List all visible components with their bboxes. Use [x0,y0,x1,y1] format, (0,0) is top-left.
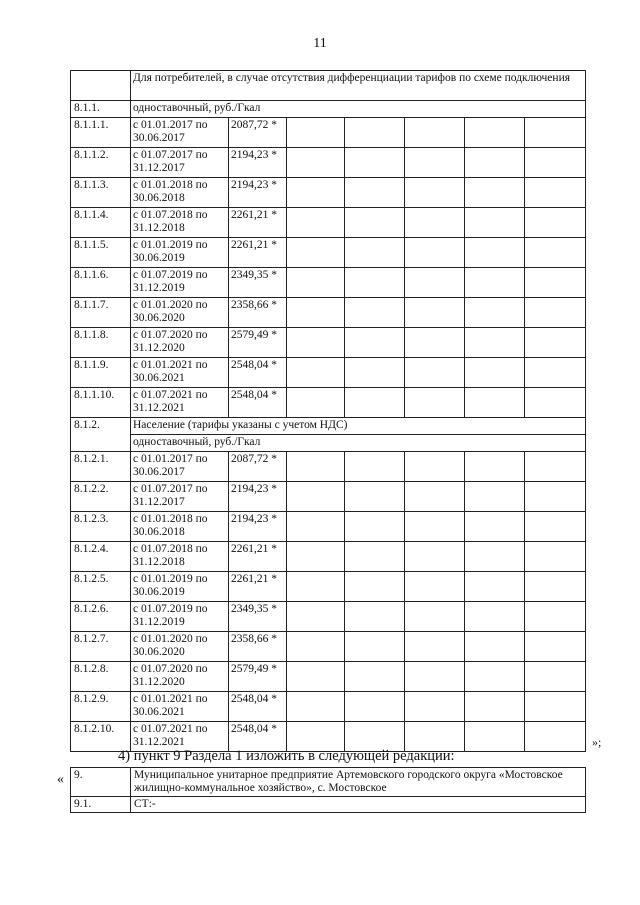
empty-cell [465,572,525,602]
row-value: 2261,21 * [229,208,287,238]
empty-cell [405,482,465,512]
table-row [71,722,586,752]
empty-cell [405,632,465,662]
row-value: 2358,66 * [229,298,287,328]
row-value: 2349,35 * [229,268,287,298]
consumers-header-row [71,71,586,101]
empty-cell [345,358,405,388]
empty-cell [465,388,525,418]
row-code: 8.1.2.6. [71,602,131,632]
section-text: СТ:- [131,797,586,813]
row-period: с 01.01.2018 по 30.06.2018 [131,178,229,208]
empty-cell [345,238,405,268]
empty-cell [465,238,525,268]
row-code: 8.1.2.10. [71,722,131,752]
row-code: 8.1.2.4. [71,542,131,572]
row-value: 2548,04 * [229,692,287,722]
empty-cell [465,358,525,388]
empty-cell [525,542,586,572]
empty-cell [525,692,586,722]
row-value: 2579,49 * [229,328,287,358]
empty-cell [345,388,405,418]
empty-cell [525,328,586,358]
row-period: с 01.07.2019 по 31.12.2019 [131,602,229,632]
empty-cell [287,572,345,602]
empty-cell [405,148,465,178]
empty-cell [405,208,465,238]
section-text: Муниципальное унитарное предприятие Артемовского городского округа «Мостовское жилищно-коммунальное хозяйство», с. Мостовское [131,768,586,797]
row-period: с 01.01.2021 по 30.06.2021 [131,358,229,388]
empty-cell [525,632,586,662]
empty-cell [525,572,586,602]
row-period: с 01.01.2017 по 30.06.2017 [131,118,229,148]
empty-cell [287,238,345,268]
empty-cell [405,118,465,148]
row-value: 2194,23 * [229,148,287,178]
row-period: с 01.07.2017 по 31.12.2017 [131,482,229,512]
table-row [71,208,586,238]
empty-cell [405,722,465,752]
group2-label: одноставочный, руб./Гкал [131,435,586,452]
row-value: 2548,04 * [229,358,287,388]
empty-cell [345,542,405,572]
row-period: с 01.07.2018 по 31.12.2018 [131,208,229,238]
empty-cell [405,452,465,482]
empty-cell [287,512,345,542]
table-row [71,388,586,418]
empty-cell [345,482,405,512]
empty-cell [465,542,525,572]
row-value: 2087,72 * [229,118,287,148]
table-row [71,482,586,512]
empty-cell [525,602,586,632]
empty-cell [405,388,465,418]
empty-cell [525,722,586,752]
table-row [71,238,586,268]
empty-cell [345,692,405,722]
table-row [71,662,586,692]
empty-cell [287,118,345,148]
empty-cell [405,268,465,298]
empty-cell [405,358,465,388]
tariff-table [70,70,586,752]
empty-cell [465,512,525,542]
group2-title-row [71,418,586,435]
empty-cell [345,632,405,662]
empty-cell [287,602,345,632]
row-period: с 01.07.2020 по 31.12.2020 [131,662,229,692]
empty-cell [525,662,586,692]
empty-cell [525,238,586,268]
group2-title: Население (тарифы указаны с учетом НДС) [131,418,586,435]
row-code: 8.1.2.2. [71,482,131,512]
empty-cell [465,208,525,238]
group1-label: одноставочный, руб./Гкал [131,101,586,118]
empty-cell [465,692,525,722]
empty-cell [465,482,525,512]
row-value: 2548,04 * [229,722,287,752]
empty-cell [405,512,465,542]
empty-cell [287,722,345,752]
empty-cell [525,512,586,542]
section-row [71,768,586,797]
empty-cell [465,632,525,662]
empty-cell [345,328,405,358]
empty-cell [465,268,525,298]
row-period: с 01.07.2019 по 31.12.2019 [131,268,229,298]
empty-cell [465,662,525,692]
section-table [70,767,586,813]
empty-cell [405,602,465,632]
empty-cell [345,178,405,208]
empty-cell [287,692,345,722]
empty-cell [287,542,345,572]
page-number: 11 [313,36,327,51]
empty-cell [465,118,525,148]
row-code: 8.1.1.9. [71,358,131,388]
row-code: 8.1.2.3. [71,512,131,542]
empty-cell [345,268,405,298]
row-period: с 01.01.2019 по 30.06.2019 [131,572,229,602]
empty-cell [287,148,345,178]
table-row [71,572,586,602]
row-code: 8.1.1.2. [71,148,131,178]
group2-code: 8.1.2. [71,418,131,452]
empty-cell [525,482,586,512]
empty-cell [287,388,345,418]
row-value: 2194,23 * [229,482,287,512]
empty-cell [465,298,525,328]
empty-cell [287,208,345,238]
row-value: 2579,49 * [229,662,287,692]
table-cell [71,71,131,101]
row-period: с 01.01.2018 по 30.06.2018 [131,512,229,542]
row-period: с 01.07.2021 по 31.12.2021 [131,388,229,418]
empty-cell [405,692,465,722]
empty-cell [525,358,586,388]
empty-cell [405,572,465,602]
empty-cell [405,662,465,692]
empty-cell [525,148,586,178]
row-value: 2548,04 * [229,388,287,418]
section-code: 9.1. [71,797,131,813]
row-value: 2358,66 * [229,632,287,662]
row-period: с 01.07.2017 по 31.12.2017 [131,148,229,178]
empty-cell [465,328,525,358]
table-row [71,512,586,542]
empty-cell [525,208,586,238]
row-period: с 01.01.2017 по 30.06.2017 [131,452,229,482]
row-period: с 01.01.2020 по 30.06.2020 [131,298,229,328]
row-code: 8.1.1.5. [71,238,131,268]
empty-cell [287,178,345,208]
empty-cell [345,298,405,328]
empty-cell [525,452,586,482]
empty-cell [465,178,525,208]
empty-cell [525,118,586,148]
close-quote: »; [592,735,602,749]
row-code: 8.1.2.8. [71,662,131,692]
row-code: 8.1.2.5. [71,572,131,602]
group1-code: 8.1.1. [71,101,131,118]
empty-cell [345,662,405,692]
row-code: 8.1.1.8. [71,328,131,358]
table-row [71,692,586,722]
empty-cell [345,602,405,632]
consumers-header: Для потребителей, в случае отсутствия дифференциации тарифов по схеме подключения [131,71,586,101]
empty-cell [287,452,345,482]
empty-cell [287,268,345,298]
empty-cell [287,358,345,388]
table-row [71,358,586,388]
row-code: 8.1.1.7. [71,298,131,328]
section-code: 9. [71,768,131,797]
empty-cell [465,602,525,632]
table-row [71,118,586,148]
table-row [71,542,586,572]
row-code: 8.1.2.9. [71,692,131,722]
row-code: 8.1.2.1. [71,452,131,482]
table-row [71,268,586,298]
empty-cell [345,118,405,148]
section-row [71,797,586,813]
row-code: 8.1.1.1. [71,118,131,148]
empty-cell [345,722,405,752]
table-row [71,328,586,358]
empty-cell [525,388,586,418]
row-code: 8.1.1.10. [71,388,131,418]
row-code: 8.1.1.4. [71,208,131,238]
empty-cell [345,572,405,602]
group1-label-row [71,101,586,118]
empty-cell [525,178,586,208]
row-code: 8.1.2.7. [71,632,131,662]
tariff-table-body [71,71,586,752]
table-row [71,178,586,208]
empty-cell [465,452,525,482]
row-value: 2194,23 * [229,178,287,208]
row-value: 2261,21 * [229,542,287,572]
empty-cell [465,148,525,178]
row-period: с 01.01.2021 по 30.06.2021 [131,692,229,722]
row-period: с 01.01.2019 по 30.06.2019 [131,238,229,268]
empty-cell [465,722,525,752]
empty-cell [287,328,345,358]
row-value: 2087,72 * [229,452,287,482]
empty-cell [525,268,586,298]
empty-cell [287,482,345,512]
row-period: с 01.07.2021 по 31.12.2021 [131,722,229,752]
row-value: 2261,21 * [229,238,287,268]
empty-cell [287,662,345,692]
empty-cell [345,452,405,482]
empty-cell [405,178,465,208]
row-period: с 01.07.2020 по 31.12.2020 [131,328,229,358]
row-period: с 01.07.2018 по 31.12.2018 [131,542,229,572]
empty-cell [287,298,345,328]
table-row [71,602,586,632]
row-value: 2194,23 * [229,512,287,542]
empty-cell [345,512,405,542]
empty-cell [525,298,586,328]
empty-cell [345,208,405,238]
table-row [71,148,586,178]
row-value: 2349,35 * [229,602,287,632]
group2-label-row [71,435,586,452]
empty-cell [405,328,465,358]
row-code: 8.1.1.6. [71,268,131,298]
empty-cell [405,238,465,268]
row-code: 8.1.1.3. [71,178,131,208]
table-row [71,632,586,662]
row-value: 2261,21 * [229,572,287,602]
table-row [71,452,586,482]
open-quote: « [57,772,64,787]
empty-cell [287,632,345,662]
empty-cell [405,298,465,328]
table-row [71,298,586,328]
section-heading: 4) пункт 9 Раздела 1 изложить в следующей редакции: [118,748,455,764]
empty-cell [345,148,405,178]
row-period: с 01.01.2020 по 30.06.2020 [131,632,229,662]
empty-cell [405,542,465,572]
